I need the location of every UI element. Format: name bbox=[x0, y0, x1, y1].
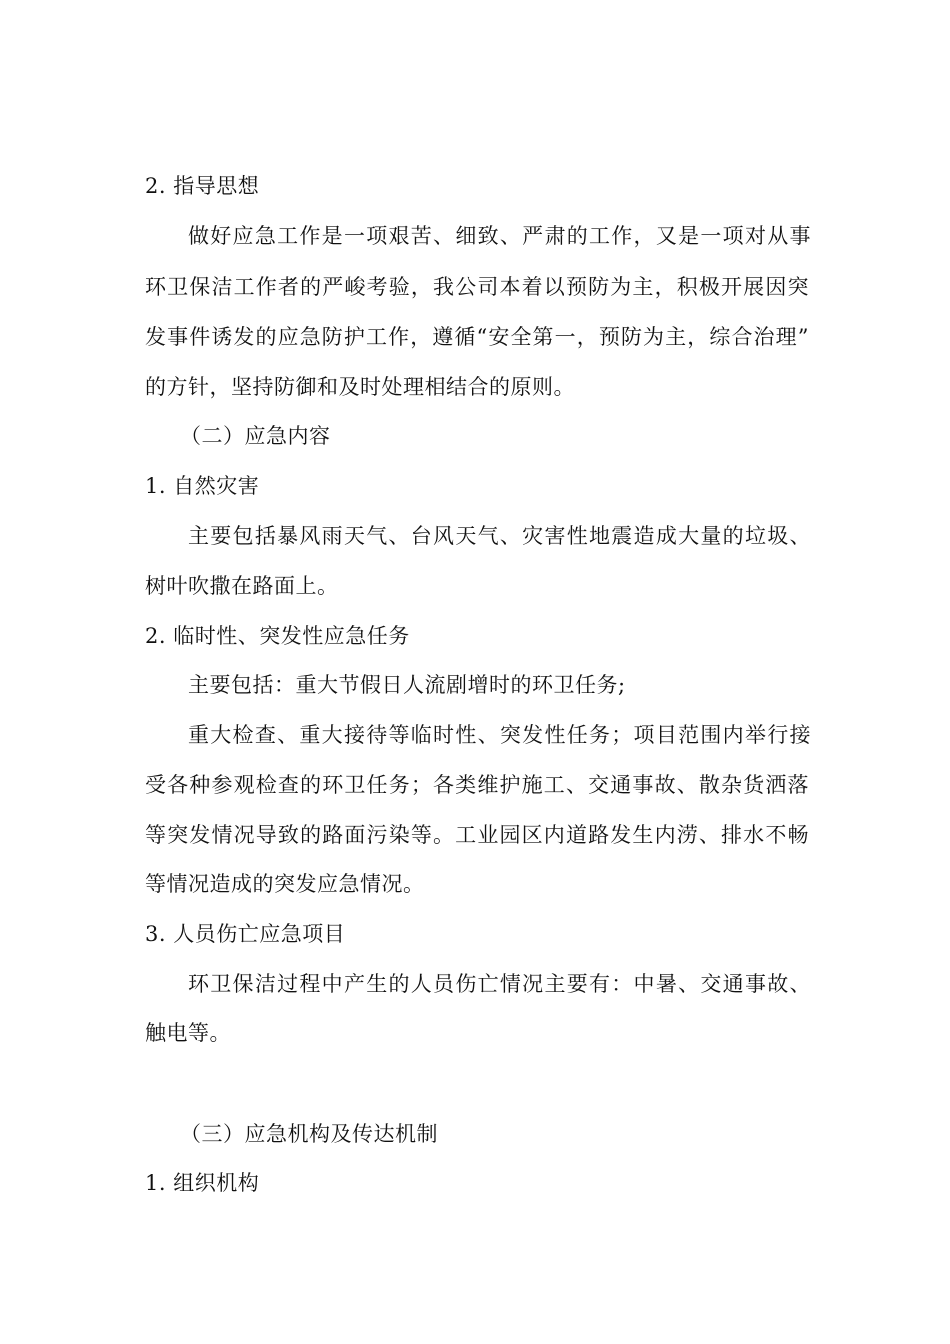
section-heading-emergency-content: （二）应急内容 bbox=[180, 424, 331, 448]
paragraph-line: 主要包括暴风雨天气、台风天气、灾害性地震造成大量的垃圾、 bbox=[188, 524, 811, 548]
paragraph-line: 做好应急工作是一项艰苦、细致、严肃的工作，又是一项对从事 bbox=[188, 224, 811, 248]
heading-guiding-ideology: 2. 指导思想 bbox=[145, 174, 260, 198]
heading-natural-disaster: 1. 自然灾害 bbox=[145, 474, 260, 498]
paragraph-line: 树叶吹撒在路面上。 bbox=[145, 574, 339, 598]
heading-casualty-emergency: 3. 人员伤亡应急项目 bbox=[145, 922, 346, 946]
paragraph-line: 发事件诱发的应急防护工作，遵循“安全第一，预防为主，综合治理” bbox=[145, 325, 809, 349]
paragraph-line: 主要包括：重大节假日人流剧增时的环卫任务; bbox=[188, 673, 626, 697]
paragraph-line: 环卫保洁过程中产生的人员伤亡情况主要有：中暑、交通事故、 bbox=[188, 972, 811, 996]
paragraph-line: 环卫保洁工作者的严峻考验，我公司本着以预防为主，积极开展因突 bbox=[145, 275, 809, 299]
heading-organization-structure: 1. 组织机构 bbox=[145, 1171, 260, 1195]
paragraph-line: 等突发情况导致的路面污染等。工业园区内道路发生内涝、排水不畅 bbox=[145, 823, 809, 847]
paragraph-line: 等情况造成的突发应急情况。 bbox=[145, 872, 425, 896]
paragraph-line: 受各种参观检查的环卫任务；各类维护施工、交通事故、散杂货洒落 bbox=[145, 773, 809, 797]
paragraph-line: 的方针，坚持防御和及时处理相结合的原则。 bbox=[145, 375, 575, 399]
paragraph-line: 重大检查、重大接待等临时性、突发性任务；项目范围内举行接 bbox=[188, 723, 811, 747]
paragraph-line: 触电等。 bbox=[145, 1021, 231, 1045]
heading-temporary-tasks: 2. 临时性、突发性应急任务 bbox=[145, 624, 410, 648]
section-heading-emergency-organization: （三）应急机构及传达机制 bbox=[180, 1122, 438, 1146]
